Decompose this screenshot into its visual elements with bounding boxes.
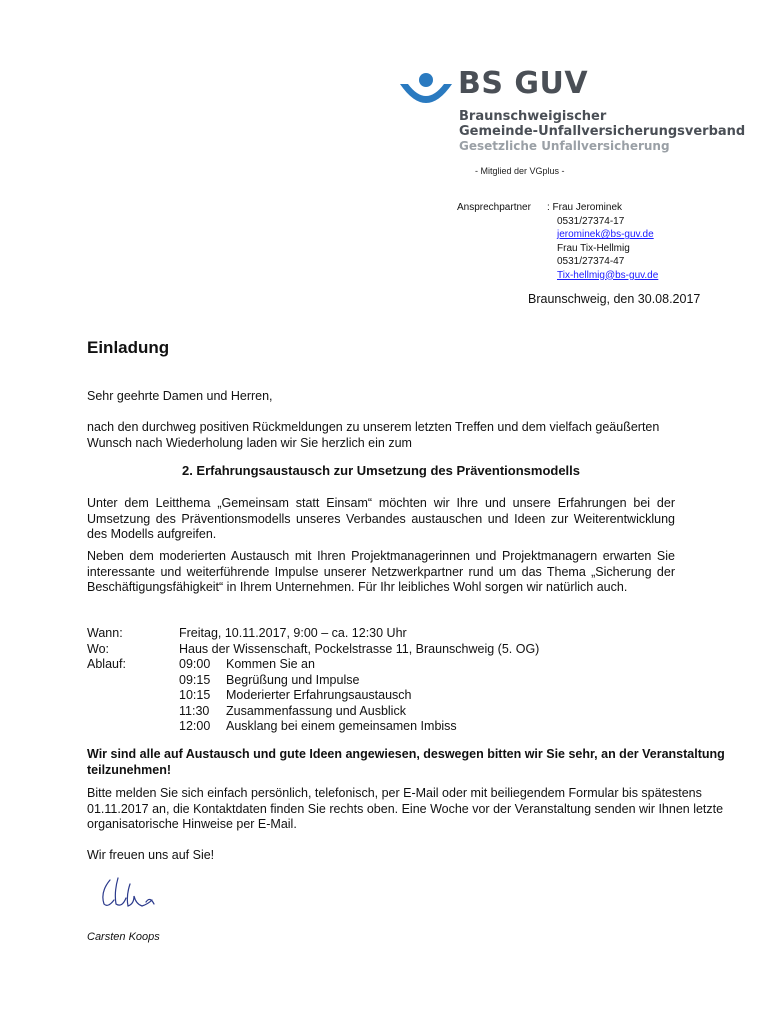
agenda-time: 12:00 xyxy=(179,719,211,733)
contact-phone: 0531/27374-17 xyxy=(557,215,625,227)
date-line: Braunschweig, den 30.08.2017 xyxy=(528,292,701,306)
logo-subtitle-3: Gesetzliche Unfallversicherung xyxy=(459,139,670,153)
contact-label: Ansprechpartner xyxy=(457,202,531,213)
where-value: Haus der Wissenschaft, Pockelstrasse 11, Braunschweig (5. OG) xyxy=(179,641,540,656)
salutation: Sehr geehrte Damen und Herren, xyxy=(87,389,273,403)
contact-details xyxy=(547,201,658,282)
agenda-row xyxy=(87,657,539,673)
agenda-item: Zusammenfassung und Ausblick xyxy=(226,703,406,718)
participation-appeal: Wir sind alle auf Austausch und gute Ideen angewiesen, deswegen bitten wir Sie sehr, an der Veranstaltung teilzunehmen! xyxy=(87,747,725,777)
where-label: Wo: xyxy=(87,641,109,656)
agenda-row xyxy=(87,688,539,704)
agenda-time: 09:00 xyxy=(179,657,211,671)
letter-heading: Einladung xyxy=(87,338,170,357)
signer-name: Carsten Koops xyxy=(87,931,160,943)
logo-subtitle-1: Braunschweigischer xyxy=(459,109,607,124)
bs-guv-logo-icon xyxy=(400,72,452,112)
contact-phone: 0531/27374-47 xyxy=(557,256,625,267)
closing-line: Wir freuen uns auf Sie! xyxy=(87,848,215,862)
agenda-row xyxy=(87,704,539,720)
registration-paragraph: Bitte melden Sie sich einfach persönlich, telefonisch, per E-Mail oder mit beiliegendem Formular bis spätestens 01.11.2017 an, die Kontaktdaten finden Sie rechts oben. Eine Woche vor der Veranstaltung senden wir Ihnen letzte organisatorische Hinweise per E-Mail. xyxy=(87,786,724,831)
signature-image xyxy=(96,874,166,914)
letterhead-logo xyxy=(400,66,746,158)
intro-paragraph: nach den durchweg positiven Rückmeldungen zu unserem letzten Treffen und dem vielfach geäußerten Wunsch nach Wiederholung laden wir Sie herzlich ein zum xyxy=(87,420,660,450)
contact-line: Frau Tix-Hellmig xyxy=(557,242,630,254)
agenda-time: 11:30 xyxy=(179,703,210,718)
logo-subtitle-2: Gemeinde-Unfallversicherungsverband xyxy=(459,124,746,139)
agenda-item: Begrüßung und Impulse xyxy=(226,672,360,687)
agenda-item: Ausklang bei einem gemeinsamen Imbiss xyxy=(226,719,457,733)
agenda-item: Kommen Sie an xyxy=(226,657,315,671)
agenda-time: 09:15 xyxy=(179,672,211,687)
logo-title: BS GUV xyxy=(458,66,589,101)
agenda-item: Moderierter Erfahrungsaustausch xyxy=(226,688,412,702)
schedule-where-row xyxy=(87,642,539,658)
schedule-when-row xyxy=(87,626,539,642)
contact-line: : Frau Jerominek xyxy=(547,202,623,213)
membership-note: - Mitglied der VGplus - xyxy=(475,166,565,176)
contact-email-link[interactable]: Tix-hellmig@bs-guv.de xyxy=(557,269,659,281)
agenda-label: Ablauf: xyxy=(87,657,126,671)
event-title: 2. Erfahrungsaustausch zur Umsetzung des Präventionsmodells xyxy=(181,463,581,478)
paragraph-theme: Unter dem Leitthema „Gemeinsam statt Einsam“ möchten wir Ihre und unsere Erfahrungen bei der Umsetzung des Präventionsmodells unseres Verbandes austauschen und Ideen zur Weiterentwicklung des Modells aufgreifen. xyxy=(87,496,675,541)
agenda-row xyxy=(87,719,539,735)
event-schedule xyxy=(87,626,539,735)
agenda-row xyxy=(87,673,539,689)
when-label: Wann: xyxy=(87,626,123,640)
contact-email-link[interactable]: jerominek@bs-guv.de xyxy=(557,229,654,240)
when-value: Freitag, 10.11.2017, 9:00 – ca. 12:30 Uhr xyxy=(179,626,407,640)
agenda-time: 10:15 xyxy=(179,688,211,702)
paragraph-impulses: Neben dem moderierten Austausch mit Ihren Projektmanagerinnen und Projektmanagern erwarten Sie interessante und weiterführende Impulse unserer Netzwerkpartner rund um das Thema „Sicherung der Beschäftigungsfähigkeit“ in Ihrem Unternehmen. Für Ihr leibliches Wohl sorgen wir natürlich auch. xyxy=(87,549,675,594)
